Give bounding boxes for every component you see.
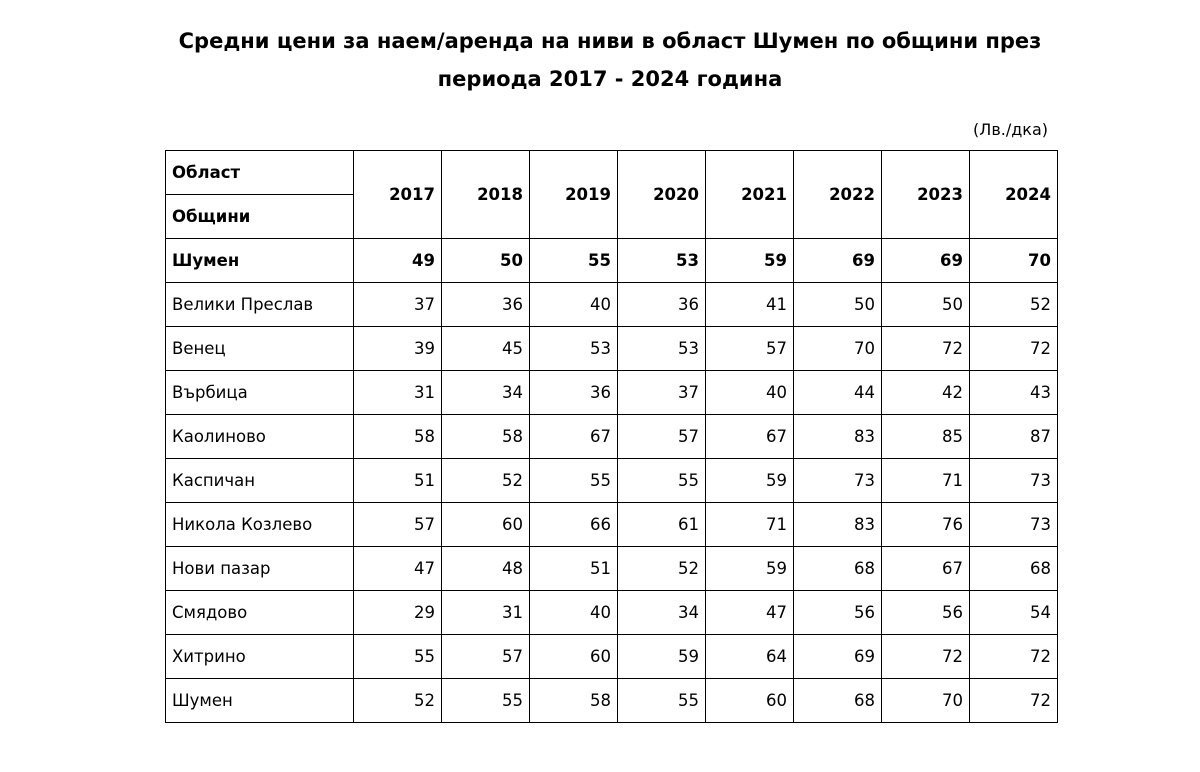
- table-row: [166, 459, 1058, 503]
- municipality-name: Хитрино: [166, 635, 354, 679]
- value-cell: 43: [970, 371, 1058, 415]
- value-cell: 31: [354, 371, 442, 415]
- value-cell: 57: [354, 503, 442, 547]
- value-cell: 58: [442, 415, 530, 459]
- municipality-name: Шумен: [166, 679, 354, 723]
- value-cell: 64: [706, 635, 794, 679]
- value-cell: 76: [882, 503, 970, 547]
- value-cell: 67: [530, 415, 618, 459]
- title-line-2: периода 2017 - 2024 година: [437, 67, 783, 91]
- value-cell: 73: [794, 459, 882, 503]
- value-cell: 50: [794, 283, 882, 327]
- value-cell: 61: [618, 503, 706, 547]
- year-header: 2019: [530, 151, 618, 239]
- prices-table: [165, 150, 1058, 723]
- value-cell: 55: [530, 459, 618, 503]
- municipality-name: Никола Козлево: [166, 503, 354, 547]
- value-cell: 52: [354, 679, 442, 723]
- total-cell: 69: [794, 239, 882, 283]
- table-row: [166, 679, 1058, 723]
- value-cell: 57: [442, 635, 530, 679]
- value-cell: 59: [706, 547, 794, 591]
- year-header: 2017: [354, 151, 442, 239]
- table-body: [166, 151, 1058, 723]
- value-cell: 40: [530, 283, 618, 327]
- total-name: Шумен: [166, 239, 354, 283]
- total-cell: 70: [970, 239, 1058, 283]
- header-row: [166, 151, 1058, 195]
- municipality-header: Общини: [166, 195, 354, 239]
- table-row: [166, 371, 1058, 415]
- total-cell: 59: [706, 239, 794, 283]
- value-cell: 57: [618, 415, 706, 459]
- value-cell: 59: [706, 459, 794, 503]
- value-cell: 72: [970, 635, 1058, 679]
- title-line-1: Средни цени за наем/аренда на ниви в област Шумен по общини през: [178, 29, 1042, 53]
- table-row: [166, 283, 1058, 327]
- table-row: [166, 591, 1058, 635]
- value-cell: 70: [794, 327, 882, 371]
- value-cell: 56: [882, 591, 970, 635]
- value-cell: 34: [442, 371, 530, 415]
- municipality-name: Венец: [166, 327, 354, 371]
- value-cell: 66: [530, 503, 618, 547]
- value-cell: 60: [442, 503, 530, 547]
- value-cell: 52: [442, 459, 530, 503]
- value-cell: 53: [530, 327, 618, 371]
- value-cell: 37: [354, 283, 442, 327]
- year-header: 2022: [794, 151, 882, 239]
- value-cell: 83: [794, 503, 882, 547]
- value-cell: 58: [530, 679, 618, 723]
- total-cell: 55: [530, 239, 618, 283]
- municipality-name: Каолиново: [166, 415, 354, 459]
- year-header: 2020: [618, 151, 706, 239]
- municipality-name: Смядово: [166, 591, 354, 635]
- value-cell: 54: [970, 591, 1058, 635]
- total-cell: 49: [354, 239, 442, 283]
- value-cell: 57: [706, 327, 794, 371]
- value-cell: 70: [882, 679, 970, 723]
- value-cell: 50: [882, 283, 970, 327]
- value-cell: 72: [882, 635, 970, 679]
- value-cell: 29: [354, 591, 442, 635]
- value-cell: 60: [530, 635, 618, 679]
- value-cell: 59: [618, 635, 706, 679]
- value-cell: 55: [618, 459, 706, 503]
- year-header: 2021: [706, 151, 794, 239]
- year-header: 2024: [970, 151, 1058, 239]
- value-cell: 83: [794, 415, 882, 459]
- page-title: [0, 22, 1200, 98]
- value-cell: 31: [442, 591, 530, 635]
- value-cell: 69: [794, 635, 882, 679]
- value-cell: 51: [354, 459, 442, 503]
- value-cell: 68: [794, 679, 882, 723]
- value-cell: 72: [970, 327, 1058, 371]
- value-cell: 52: [618, 547, 706, 591]
- municipality-name: Велики Преслав: [166, 283, 354, 327]
- value-cell: 47: [706, 591, 794, 635]
- municipality-name: Нови пазар: [166, 547, 354, 591]
- value-cell: 67: [882, 547, 970, 591]
- value-cell: 60: [706, 679, 794, 723]
- value-cell: 52: [970, 283, 1058, 327]
- total-cell: 53: [618, 239, 706, 283]
- value-cell: 45: [442, 327, 530, 371]
- value-cell: 53: [618, 327, 706, 371]
- municipality-name: Върбица: [166, 371, 354, 415]
- table-row: [166, 547, 1058, 591]
- total-row: [166, 239, 1058, 283]
- value-cell: 42: [882, 371, 970, 415]
- region-header: Област: [166, 151, 354, 195]
- table-row: [166, 327, 1058, 371]
- value-cell: 51: [530, 547, 618, 591]
- value-cell: 67: [706, 415, 794, 459]
- value-cell: 87: [970, 415, 1058, 459]
- value-cell: 41: [706, 283, 794, 327]
- value-cell: 36: [618, 283, 706, 327]
- value-cell: 85: [882, 415, 970, 459]
- value-cell: 34: [618, 591, 706, 635]
- value-cell: 47: [354, 547, 442, 591]
- table-row: [166, 415, 1058, 459]
- value-cell: 48: [442, 547, 530, 591]
- value-cell: 71: [882, 459, 970, 503]
- value-cell: 55: [618, 679, 706, 723]
- municipality-name: Каспичан: [166, 459, 354, 503]
- year-header: 2023: [882, 151, 970, 239]
- table-row: [166, 635, 1058, 679]
- value-cell: 56: [794, 591, 882, 635]
- value-cell: 72: [882, 327, 970, 371]
- value-cell: 68: [970, 547, 1058, 591]
- year-header: 2018: [442, 151, 530, 239]
- value-cell: 40: [706, 371, 794, 415]
- table-row: [166, 503, 1058, 547]
- value-cell: 73: [970, 503, 1058, 547]
- value-cell: 39: [354, 327, 442, 371]
- value-cell: 44: [794, 371, 882, 415]
- value-cell: 36: [442, 283, 530, 327]
- value-cell: 72: [970, 679, 1058, 723]
- value-cell: 71: [706, 503, 794, 547]
- value-cell: 68: [794, 547, 882, 591]
- value-cell: 36: [530, 371, 618, 415]
- value-cell: 55: [354, 635, 442, 679]
- total-cell: 69: [882, 239, 970, 283]
- value-cell: 58: [354, 415, 442, 459]
- unit-label: (Лв./дка): [973, 120, 1048, 139]
- total-cell: 50: [442, 239, 530, 283]
- value-cell: 55: [442, 679, 530, 723]
- value-cell: 40: [530, 591, 618, 635]
- value-cell: 37: [618, 371, 706, 415]
- value-cell: 73: [970, 459, 1058, 503]
